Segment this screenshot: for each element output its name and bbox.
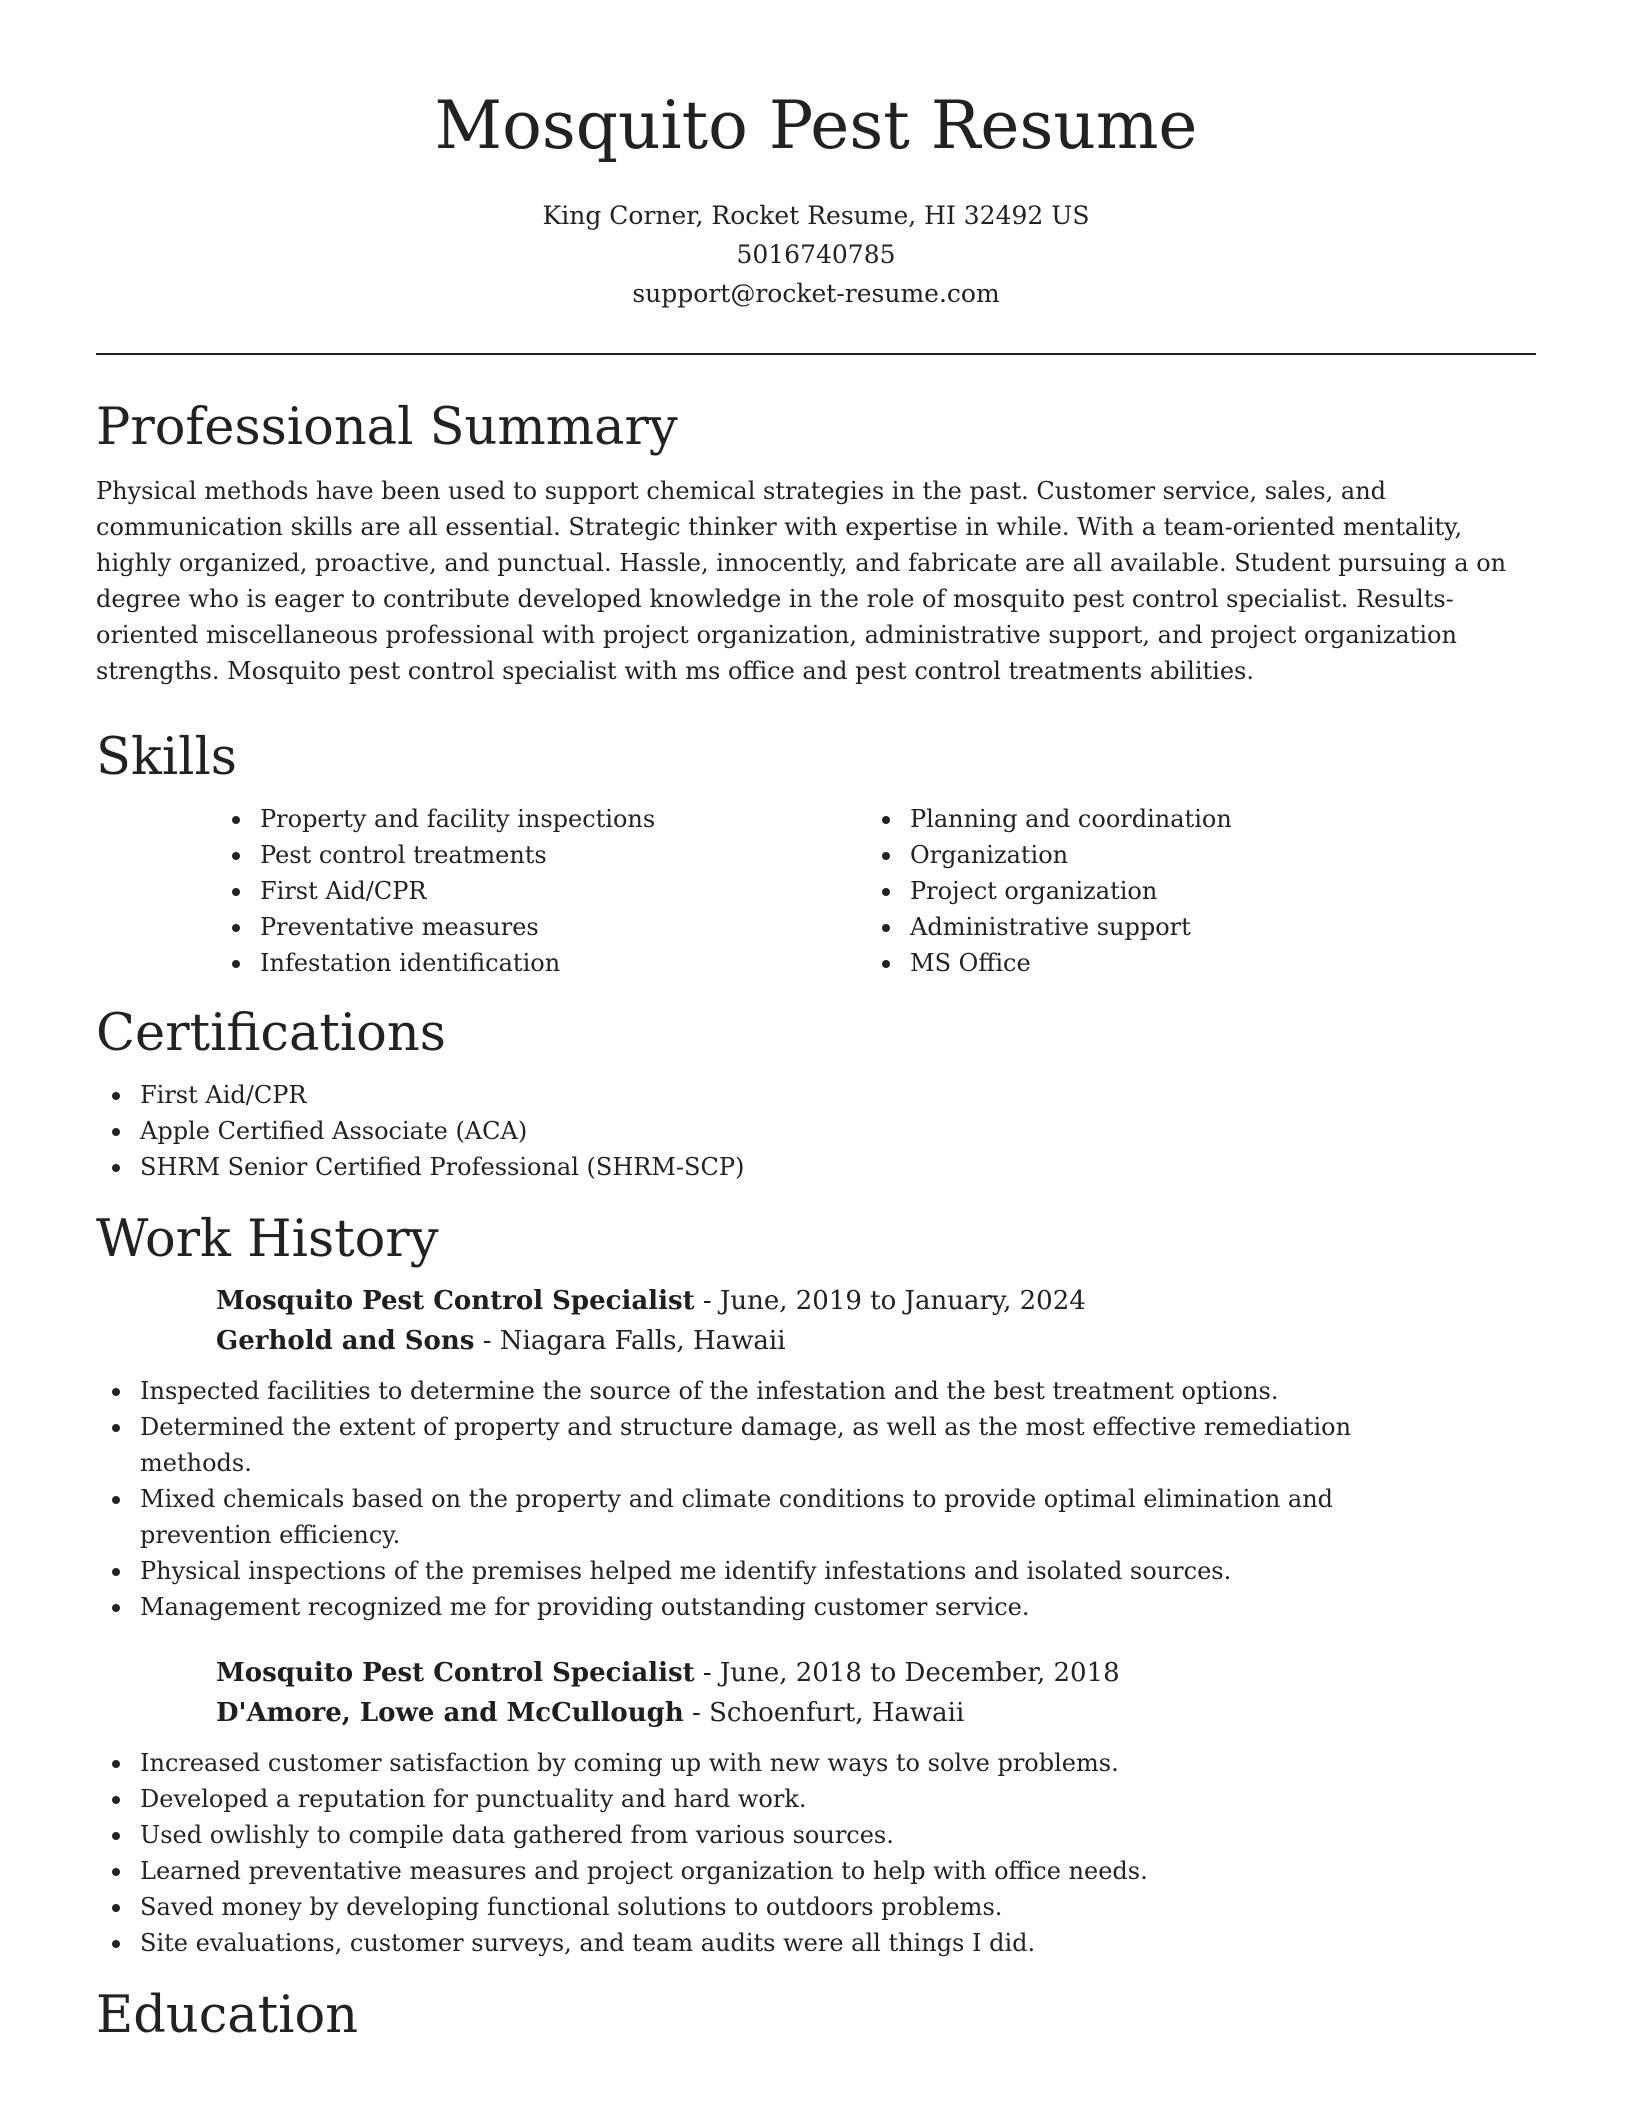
- job-location: - Niagara Falls, Hawaii: [474, 1326, 786, 1356]
- list-item: Apple Certified Associate (ACA): [96, 1113, 1536, 1149]
- section-title-work-history: Work History: [96, 1210, 439, 1269]
- list-item: Developed a reputation for punctuality and hard work.: [96, 1781, 1416, 1817]
- job-title-line: [216, 1281, 1536, 1321]
- summary-text: Physical methods have been used to support chemical strategies in the past. Customer service, sales, and communication skills are all essential. Strategic thinker with expertise in while. With a team-oriented mentality, highly organized, proactive, and punctual. Hassle, innocently, and fabricate are all available. Student pursuing a on degree who is eager to contribute developed knowledge in the role of mosquito pest control specialist. Results-oriented miscellaneous professional with project organization, administrative support, and project organization strengths. Mosquito pest control specialist with ms office and pest control treatments abilities.: [96, 477, 1507, 685]
- bullet-icon: [232, 852, 240, 860]
- job-role: Mosquito Pest Control Specialist: [216, 1286, 695, 1316]
- contact-block: [96, 196, 1536, 313]
- list-item: Property and facility inspections: [216, 801, 866, 837]
- job-dates: - June, 2018 to December, 2018: [694, 1658, 1120, 1688]
- list-item: Site evaluations, customer surveys, and team audits were all things I did.: [96, 1925, 1416, 1961]
- skills-list: [216, 801, 1536, 981]
- bullet-icon: [112, 1940, 120, 1948]
- section-title-skills: Skills: [96, 728, 237, 787]
- bullet-icon: [232, 960, 240, 968]
- resume-page: [96, 0, 1536, 2047]
- candidate-name: Mosquito Pest Resume: [434, 87, 1198, 164]
- skills-column-left: [216, 801, 866, 981]
- job-title-line: [216, 1653, 1536, 1693]
- bullet-icon: [882, 888, 890, 896]
- bullet-icon: [112, 1092, 120, 1100]
- job-company: D'Amore, Lowe and McCullough: [216, 1698, 684, 1728]
- job-dates: - June, 2019 to January, 2024: [694, 1286, 1086, 1316]
- job-company-line: [216, 1321, 1536, 1361]
- job-entry: [216, 1281, 1536, 1361]
- list-item: Infestation identification: [216, 945, 866, 981]
- list-item: Determined the extent of property and structure damage, as well as the most effective remediation methods.: [96, 1409, 1416, 1481]
- list-item: Physical inspections of the premises helped me identify infestations and isolated sources.: [96, 1553, 1416, 1589]
- section-title-certifications: Certifications: [96, 1004, 446, 1063]
- bullet-icon: [232, 816, 240, 824]
- list-item: Planning and coordination: [866, 801, 1516, 837]
- list-item: Project organization: [866, 873, 1516, 909]
- bullet-icon: [112, 1164, 120, 1172]
- email-address: support@rocket-resume.com: [632, 279, 1000, 308]
- section-title-education: Education: [96, 1986, 359, 2045]
- bullet-icon: [112, 1832, 120, 1840]
- bullet-icon: [232, 888, 240, 896]
- list-item: Organization: [866, 837, 1516, 873]
- bullet-icon: [882, 852, 890, 860]
- job-company-line: [216, 1693, 1536, 1733]
- bullet-icon: [882, 924, 890, 932]
- list-item: SHRM Senior Certified Professional (SHRM-SCP): [96, 1149, 1536, 1185]
- bullet-icon: [882, 960, 890, 968]
- job-company: Gerhold and Sons: [216, 1326, 475, 1356]
- bullet-icon: [112, 1496, 120, 1504]
- section-title-summary: Professional Summary: [96, 398, 678, 457]
- bullet-icon: [112, 1604, 120, 1612]
- skills-column-right: [866, 801, 1516, 981]
- bullet-icon: [112, 1796, 120, 1804]
- bullet-icon: [112, 1760, 120, 1768]
- job-bullets: [96, 1745, 1416, 1961]
- resume-header: [96, 0, 1536, 313]
- certifications-list: [96, 1077, 1536, 1185]
- list-item: Management recognized me for providing outstanding customer service.: [96, 1589, 1416, 1625]
- list-item: Mixed chemicals based on the property and climate conditions to provide optimal elimination and prevention efficiency.: [96, 1481, 1416, 1553]
- phone-number: 5016740785: [736, 240, 896, 269]
- job-bullets: [96, 1373, 1416, 1625]
- bullet-icon: [112, 1128, 120, 1136]
- list-item: Inspected facilities to determine the source of the infestation and the best treatment options.: [96, 1373, 1416, 1409]
- job-entry: [216, 1653, 1536, 1733]
- bullet-icon: [112, 1388, 120, 1396]
- list-item: Increased customer satisfaction by coming up with new ways to solve problems.: [96, 1745, 1416, 1781]
- list-item: Saved money by developing functional solutions to outdoors problems.: [96, 1889, 1416, 1925]
- address: King Corner, Rocket Resume, HI 32492 US: [542, 201, 1090, 230]
- list-item: MS Office: [866, 945, 1516, 981]
- job-role: Mosquito Pest Control Specialist: [216, 1658, 695, 1688]
- job-location: - Schoenfurt, Hawaii: [683, 1698, 965, 1728]
- list-item: First Aid/CPR: [216, 873, 866, 909]
- list-item: Administrative support: [866, 909, 1516, 945]
- bullet-icon: [112, 1868, 120, 1876]
- list-item: Preventative measures: [216, 909, 866, 945]
- bullet-icon: [232, 924, 240, 932]
- list-item: Pest control treatments: [216, 837, 866, 873]
- header-divider: [96, 353, 1536, 355]
- bullet-icon: [112, 1904, 120, 1912]
- list-item: Used owlishly to compile data gathered from various sources.: [96, 1817, 1416, 1853]
- bullet-icon: [882, 816, 890, 824]
- bullet-icon: [112, 1424, 120, 1432]
- list-item: Learned preventative measures and project organization to help with office needs.: [96, 1853, 1416, 1889]
- list-item: First Aid/CPR: [96, 1077, 1536, 1113]
- bullet-icon: [112, 1568, 120, 1576]
